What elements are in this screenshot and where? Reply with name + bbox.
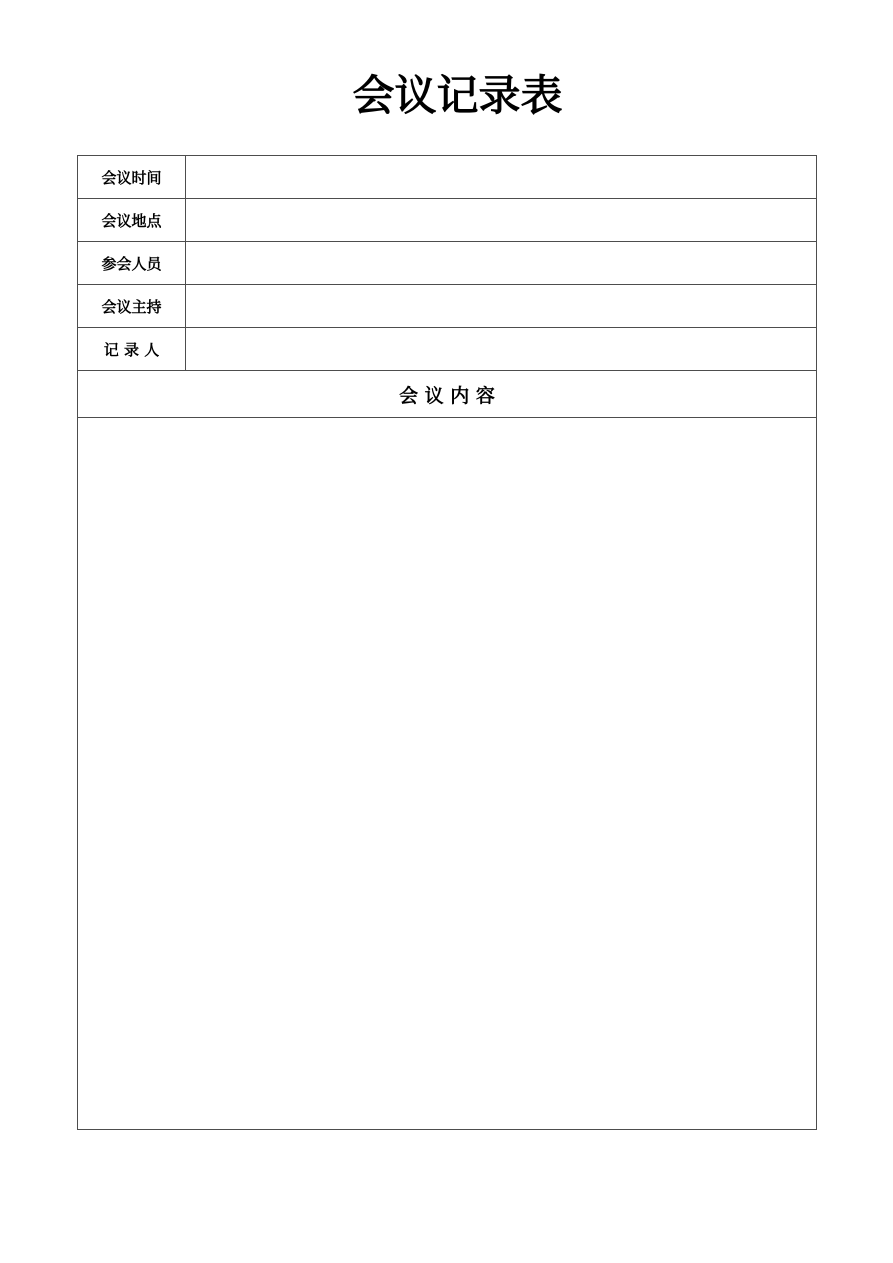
- form-row-attendees: [78, 242, 817, 285]
- form-row-meeting-location: [78, 199, 817, 242]
- field-label-meeting-location: 会议地点: [78, 199, 186, 242]
- host-field[interactable]: [186, 285, 817, 328]
- field-label-recorder: 记 录 人: [78, 328, 186, 371]
- field-label-meeting-time: 会议时间: [78, 156, 186, 199]
- attendees-field[interactable]: [186, 242, 817, 285]
- field-label-attendees: 参会人员: [78, 242, 186, 285]
- section-heading-meeting-content: 会 议 内 容: [78, 371, 817, 418]
- form-row-section-heading: [78, 371, 817, 418]
- meeting-record-table: [77, 155, 817, 1130]
- form-row-content: [78, 418, 817, 1130]
- field-label-host: 会议主持: [78, 285, 186, 328]
- page-title: 会议记录表: [352, 71, 563, 120]
- recorder-field[interactable]: [186, 328, 817, 371]
- form-row-meeting-time: [78, 156, 817, 199]
- form-row-recorder: [78, 328, 817, 371]
- meeting-content-area[interactable]: [78, 418, 817, 1130]
- form-row-host: [78, 285, 817, 328]
- meeting-time-field[interactable]: [186, 156, 817, 199]
- meeting-location-field[interactable]: [186, 199, 817, 242]
